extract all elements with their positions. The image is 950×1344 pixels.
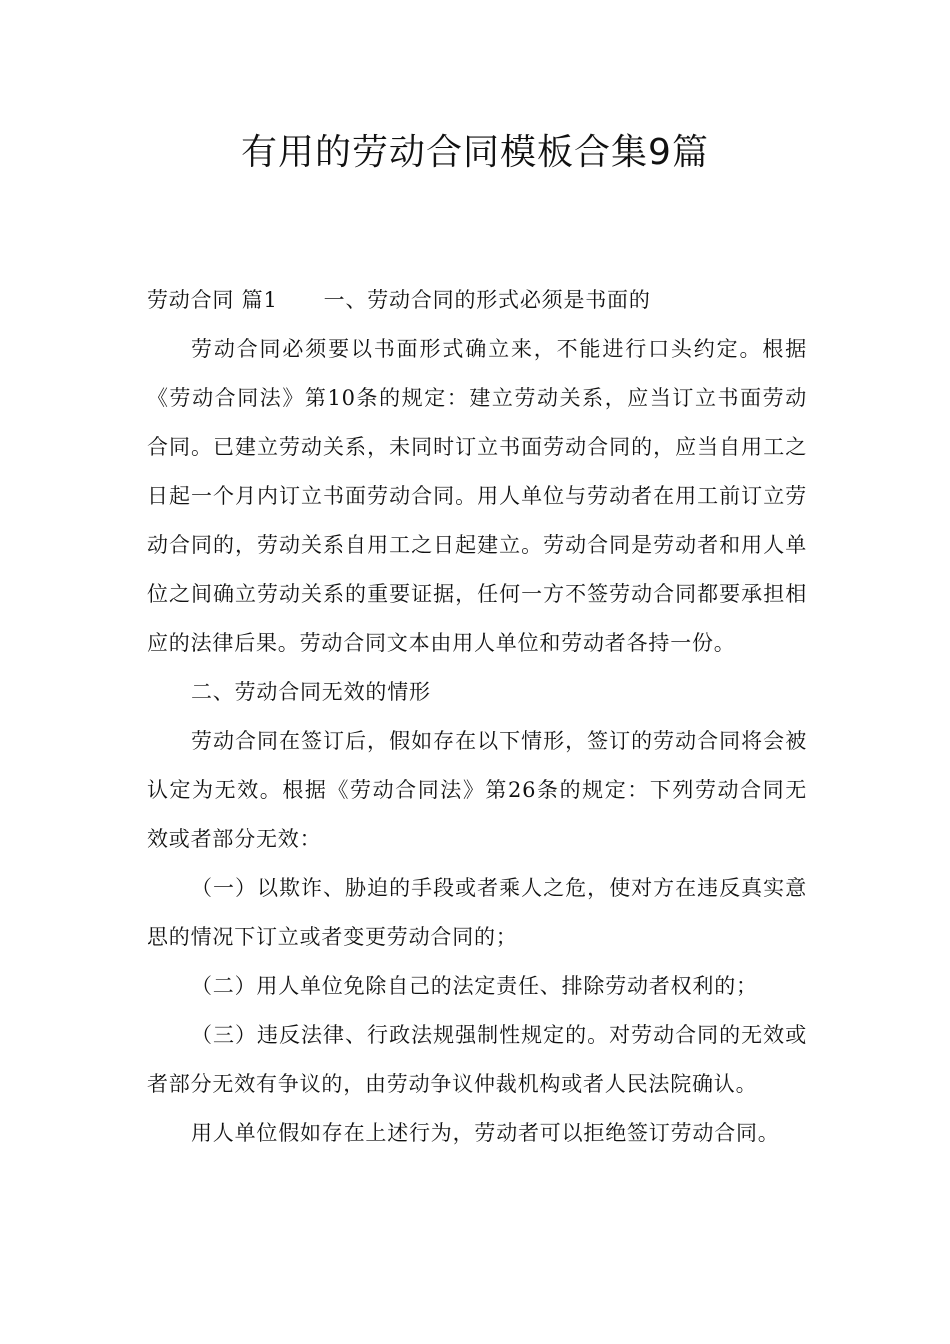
list-item-1: （一）以欺诈、胁迫的手段或者乘人之危，使对方在违反真实意思的情况下订立或者变更劳动合同的； — [147, 876, 807, 949]
heading-invalid-cases: 二、劳动合同无效的情形 — [191, 680, 431, 704]
paragraph-invalid-intro: 劳动合同在签订后，假如存在以下情形，签订的劳动合同将会被认定为无效。根据《劳动合同法》第26条的规定：下列劳动合同无效或者部分无效： — [147, 729, 807, 851]
list-item-3: （三）违反法律、行政法规强制性规定的。对劳动合同的无效或者部分无效有争议的，由劳动争议仲裁机构或者人民法院确认。 — [147, 1023, 807, 1096]
paragraph-refuse-sign: 用人单位假如存在上述行为，劳动者可以拒绝签订劳动合同。 — [191, 1121, 780, 1145]
list-item-2: （二）用人单位免除自己的法定责任、排除劳动者权利的； — [191, 974, 758, 998]
section-label: 劳动合同 篇1 — [147, 288, 278, 312]
paragraph-written-form: 劳动合同必须要以书面形式确立来，不能进行口头约定。根据《劳动合同法》第10条的规定：建立劳动关系，应当订立书面劳动合同。已建立劳动关系，未同时订立书面劳动合同的，应当自用工之日起一个月内订立书面劳动合同。用人单位与劳动者在用工前订立劳动合同的，劳动关系自用工之日起建立。劳动合同是劳动者和用人单位之间确立劳动关系的重要证据，任何一方不签劳动合同都要承担相应的法律后果。劳动合同文本由用人单位和劳动者各持一份。 — [147, 337, 807, 655]
first-line — [147, 276, 807, 325]
heading-form-requirement: 一、劳动合同的形式必须是书面的 — [323, 288, 651, 312]
document-title: 有用的劳动合同模板合集9篇 — [241, 132, 709, 173]
document-body — [147, 276, 807, 1158]
